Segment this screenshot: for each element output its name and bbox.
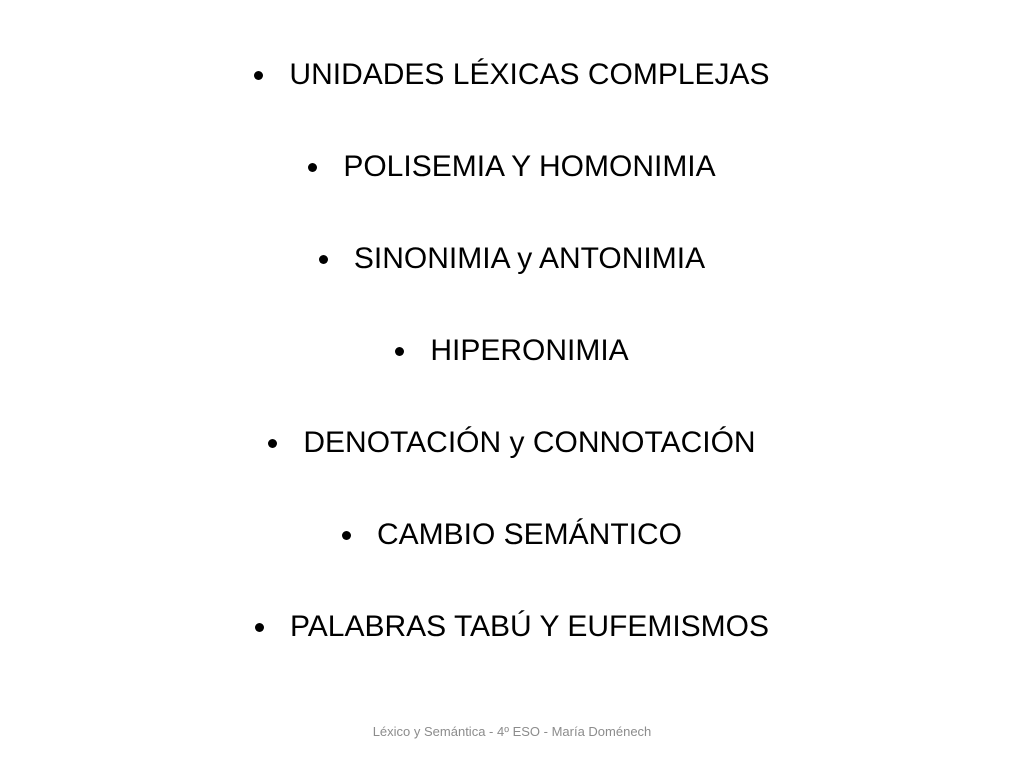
list-item	[0, 328, 1024, 420]
bullet-text: UNIDADES LÉXICAS COMPLEJAS	[289, 58, 770, 91]
list-item	[0, 144, 1024, 236]
bullet-text: DENOTACIÓN y CONNOTACIÓN	[303, 426, 756, 459]
bullet-dot-icon	[395, 347, 404, 356]
bullet-dot-icon	[342, 531, 351, 540]
list-item	[0, 236, 1024, 328]
bullet-text: SINONIMIA y ANTONIMIA	[353, 242, 706, 275]
topic-bullet-list	[0, 52, 1024, 696]
bullet-dot-icon	[255, 623, 264, 632]
list-item	[0, 604, 1024, 696]
list-item	[0, 512, 1024, 604]
bullet-text: PALABRAS TABÚ Y EUFEMISMOS	[289, 610, 770, 643]
slide-footer: Léxico y Semántica - 4º ESO - María Doménech	[372, 724, 652, 739]
bullet-dot-icon	[268, 439, 277, 448]
bullet-dot-icon	[308, 163, 317, 172]
bullet-text: CAMBIO SEMÁNTICO	[376, 518, 683, 551]
list-item	[0, 52, 1024, 144]
list-item	[0, 420, 1024, 512]
bullet-text: HIPERONIMIA	[430, 334, 629, 367]
bullet-text: POLISEMIA Y HOMONIMIA	[343, 150, 716, 183]
bullet-dot-icon	[319, 255, 328, 264]
bullet-dot-icon	[254, 71, 263, 80]
